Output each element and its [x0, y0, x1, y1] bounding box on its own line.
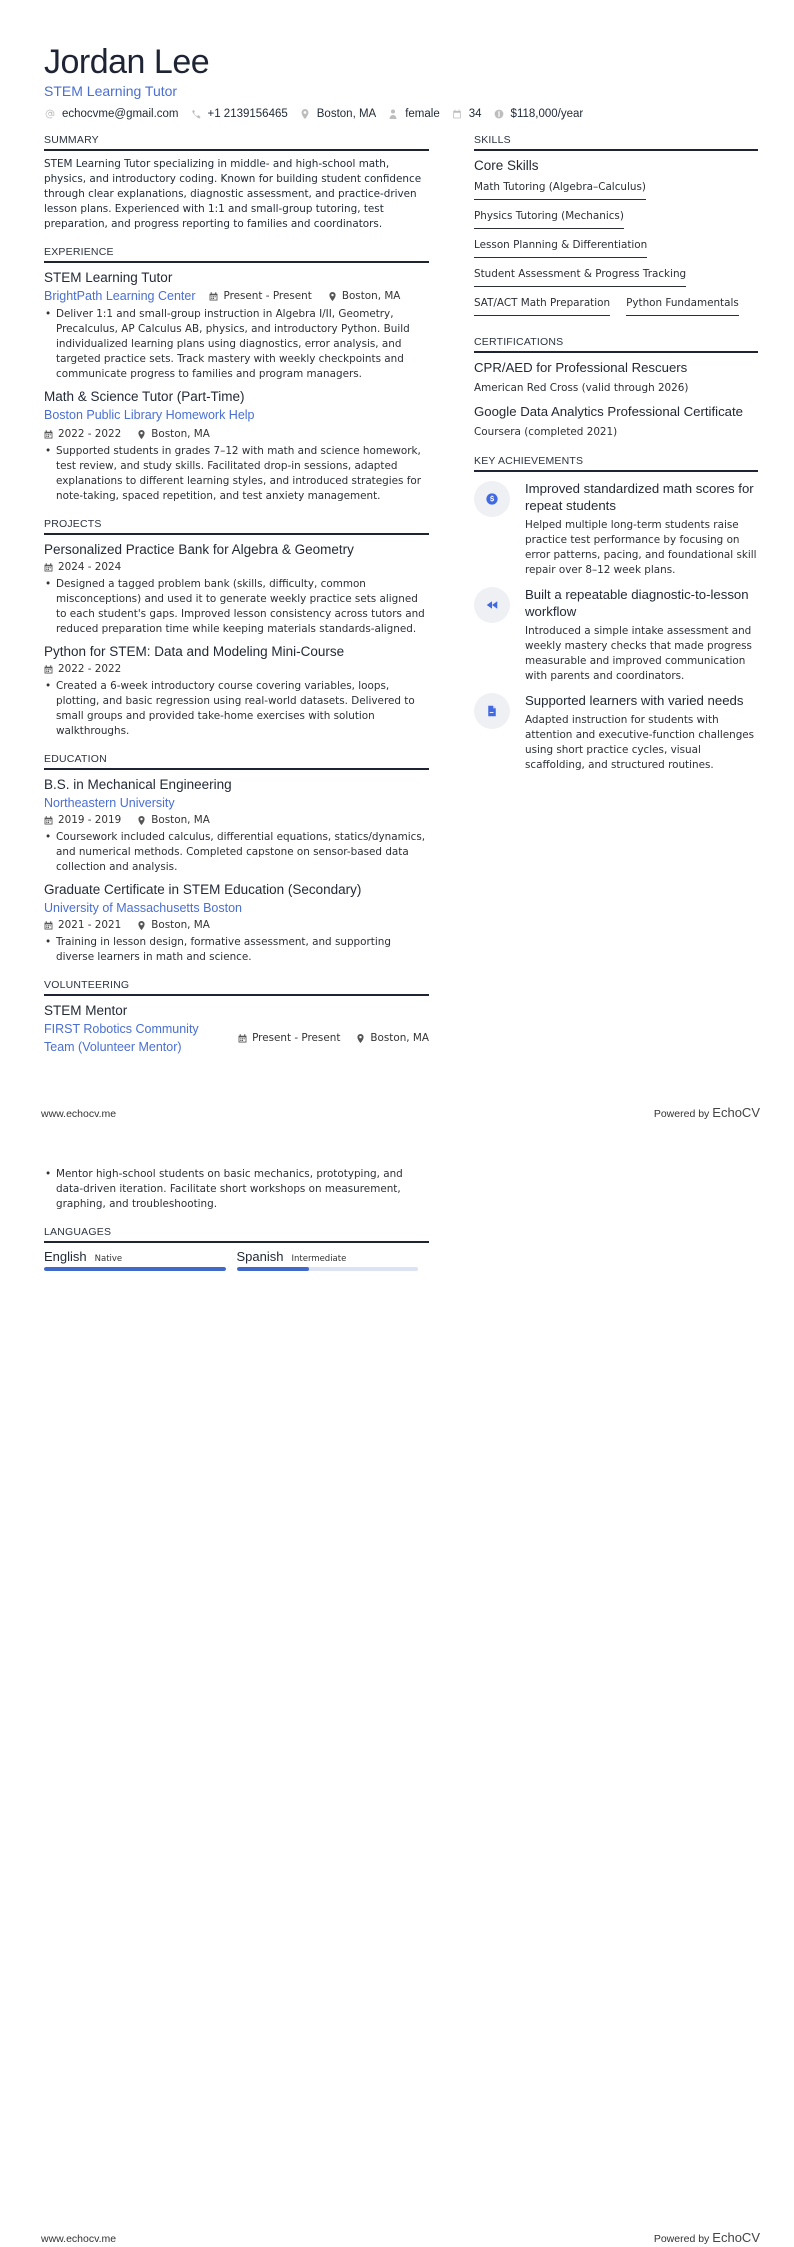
section-title: EXPERIENCE	[44, 246, 429, 263]
bullet-item: • Training in lesson design, formative assessment, and supporting diverse learners in math and science.	[44, 935, 429, 965]
achievement-description: Introduced a simple intake assessment and weekly mastery checks that made progress measurable and improved communication with parents and coordinators.	[525, 625, 752, 682]
section-title: PROJECTS	[44, 518, 429, 535]
page-footer	[41, 1104, 760, 1122]
certifications-section	[474, 336, 758, 441]
company-name: Boston Public Library Homework Help	[44, 408, 255, 422]
language-name: English	[44, 1249, 87, 1264]
date-range: Present - Present	[209, 288, 311, 304]
section-title: LANGUAGES	[44, 1226, 429, 1243]
certification-title: CPR/AED for Professional Rescuers	[474, 360, 688, 375]
summary-section	[44, 134, 429, 232]
date-range: 2022 - 2022	[44, 426, 121, 442]
left-column	[44, 134, 429, 1070]
experience-entry	[44, 388, 429, 504]
language-head	[237, 1249, 419, 1264]
calendar-icon	[44, 665, 53, 674]
location-icon	[137, 921, 146, 930]
left-column	[44, 1165, 429, 1285]
brand-logo[interactable]: EchoCV	[712, 2230, 760, 2245]
candidate-name: Jordan Lee	[44, 43, 210, 81]
footer-site-link[interactable]: www.echocv.me	[41, 2233, 117, 2245]
skill-tag: Physics Tutoring (Mechanics)	[474, 206, 624, 229]
date-range: 2024 - 2024	[44, 559, 121, 575]
location: Boston, MA	[137, 812, 210, 828]
contact-phone[interactable]: +1 2139156465	[190, 108, 288, 120]
proficiency-bar	[44, 1267, 226, 1271]
location: Boston, MA	[137, 917, 210, 933]
bullet-item: • Designed a tagged problem bank (skills, difficulty, common misconceptions) and used it to generate weekly practice sets aligned to each student's gaps. Improved lesson consistency across tutors and reduced preparation time while keeping materials standards-aligned.	[44, 577, 429, 637]
brand-logo[interactable]: EchoCV	[712, 1105, 760, 1120]
achievement-item	[474, 480, 758, 578]
section-title: SKILLS	[474, 134, 758, 151]
certification-issuer: Coursera (completed 2021)	[474, 426, 618, 438]
skill-tag: Math Tutoring (Algebra–Calculus)	[474, 177, 646, 200]
achievement-title: Improved standardized math scores for repeat students	[525, 481, 754, 513]
contact-salary: $118,000/year	[493, 108, 584, 120]
achievement-description: Adapted instruction for students with attention and executive-function challenges using short practice cycles, visual scaffolding, and structured routines.	[525, 714, 755, 771]
language-level: Native	[94, 1254, 123, 1264]
skill-tag: Python Fundamentals	[626, 293, 739, 316]
location: Boston, MA	[137, 426, 210, 442]
section-title: CERTIFICATIONS	[474, 336, 758, 353]
skills-section	[474, 134, 758, 322]
language-name: Spanish	[236, 1249, 284, 1264]
degree-title: B.S. in Mechanical Engineering	[44, 777, 232, 792]
languages-section	[44, 1226, 429, 1271]
date-range: Present - Present	[238, 1030, 340, 1046]
dollar-icon	[474, 481, 510, 517]
section-title: SUMMARY	[44, 134, 429, 151]
section-title: EDUCATION	[44, 753, 429, 770]
proficiency-fill	[237, 1267, 310, 1271]
language-item	[237, 1249, 419, 1271]
achievement-body	[525, 480, 758, 578]
powered-by: Powered by EchoCV	[653, 1105, 760, 1120]
bullet-list	[44, 444, 429, 504]
certification-issuer: American Red Cross (valid through 2026)	[474, 382, 689, 394]
volunteer-org: FIRST Robotics Community Team (Volunteer Mentor)	[44, 1022, 199, 1054]
project-title: Python for STEM: Data and Modeling Mini-Course	[44, 644, 345, 659]
resume-page-1	[0, 0, 794, 1123]
phone-icon	[190, 108, 202, 120]
certification-entry	[474, 359, 758, 397]
location-icon	[137, 430, 146, 439]
location: Boston, MA	[356, 1030, 429, 1046]
language-list	[44, 1249, 429, 1271]
language-level: Intermediate	[291, 1254, 347, 1264]
contact-age: 34	[451, 108, 482, 120]
bullet-item: • Mentor high-school students on basic mechanics, prototyping, and data-driven iteration. Facilitate short workshops on measurement, graphing, and troubleshooting.	[44, 1167, 429, 1212]
section-title: VOLUNTEERING	[44, 979, 429, 996]
meta-row	[44, 426, 429, 442]
meta-row	[238, 1030, 429, 1046]
proficiency-bar	[237, 1267, 419, 1271]
school-name: University of Massachusetts Boston	[44, 901, 242, 915]
volunteering-section	[44, 979, 429, 1056]
bullet-list	[44, 830, 429, 875]
rewind-icon	[474, 587, 510, 623]
calendar-icon	[451, 108, 463, 120]
language-head	[44, 1249, 226, 1264]
location-icon	[328, 292, 337, 301]
location-icon	[137, 816, 146, 825]
company-name: BrightPath Learning Center	[44, 289, 196, 303]
location: Boston, MA	[328, 288, 401, 304]
volunteer-role: STEM Mentor	[44, 1003, 128, 1018]
experience-section	[44, 246, 429, 504]
powered-by: Powered by EchoCV	[653, 2230, 760, 2245]
calendar-icon	[44, 430, 53, 439]
meta-row	[44, 917, 429, 933]
contact-gender: female	[387, 108, 440, 120]
certification-entry	[474, 403, 758, 441]
project-entry	[44, 643, 429, 739]
education-entry	[44, 881, 429, 965]
skill-tag: SAT/ACT Math Preparation	[474, 293, 610, 316]
bullet-item: • Coursework included calculus, differential equations, statics/dynamics, and numerical methods. Completed capstone on sensor-based data collection and analysis.	[44, 830, 429, 875]
achievement-title: Supported learners with varied needs	[525, 693, 744, 708]
resume-page-2	[0, 1123, 794, 2246]
date-range: 2022 - 2022	[44, 661, 121, 677]
skill-group-title: Core Skills	[474, 158, 539, 173]
location-icon	[299, 108, 311, 120]
proficiency-fill	[44, 1267, 226, 1271]
page-footer	[41, 2229, 760, 2247]
project-entry	[44, 541, 429, 637]
achievement-description: Helped multiple long-term students raise practice test performance by focusing on error patterns, pacing, and foundational skill repair over 8–12 week plans.	[525, 519, 757, 576]
language-item	[44, 1249, 226, 1271]
date-range: 2021 - 2021	[44, 917, 121, 933]
education-entry	[44, 776, 429, 875]
bullet-list	[44, 679, 429, 739]
achievements-section	[474, 455, 758, 773]
user-icon	[387, 108, 399, 120]
achievement-body	[525, 692, 758, 773]
calendar-icon	[44, 816, 53, 825]
job-title: STEM Learning Tutor	[44, 270, 173, 285]
contact-email[interactable]: echocvme@gmail.com	[44, 108, 179, 120]
bullet-list	[44, 307, 429, 382]
location-icon	[356, 1034, 365, 1043]
meta-row	[44, 661, 429, 677]
job-title: Math & Science Tutor (Part-Time)	[44, 389, 245, 404]
degree-title: Graduate Certificate in STEM Education (Secondary)	[44, 882, 362, 897]
certification-title: Google Data Analytics Professional Certificate	[474, 404, 744, 419]
experience-entry	[44, 269, 429, 382]
project-title: Personalized Practice Bank for Algebra & Geometry	[44, 542, 354, 557]
achievement-title: Built a repeatable diagnostic-to-lesson workflow	[525, 587, 749, 619]
projects-section	[44, 518, 429, 739]
bullet-item: • Supported students in grades 7–12 with math and science homework, test review, and study skills. Facilitated drop-in sessions, adapted explanations to different learning styles, and introduced strategies for note-taking, spaced repetition, and test anxiety management.	[44, 444, 429, 504]
skill-list	[474, 177, 758, 322]
skill-tag: Student Assessment & Progress Tracking	[474, 264, 686, 287]
bullet-item: • Created a 6-week introductory course covering variables, loops, plotting, and basic regression using real-world datasets. Delivered to small groups and provided take-home exercises with solution walkthroughs.	[44, 679, 429, 739]
contact-row	[44, 108, 594, 120]
at-icon	[44, 108, 56, 120]
section-title: KEY ACHIEVEMENTS	[474, 455, 758, 472]
summary-text: STEM Learning Tutor specializing in middle- and high-school math, physics, and introductory coding. Known for building student confidence through clear explanations, diagnostic assessment, and practice-driven lesson plans. Experienced with 1:1 and small-group tutoring, test preparation, and progress reporting to families and coordinators.	[44, 158, 422, 230]
meta-row	[44, 812, 429, 828]
volunteering-entry	[44, 1002, 429, 1056]
education-section	[44, 753, 429, 965]
money-icon	[493, 108, 505, 120]
calendar-icon	[209, 292, 218, 301]
candidate-role: STEM Learning Tutor	[44, 83, 178, 99]
skill-tag: Lesson Planning & Differentiation	[474, 235, 647, 258]
school-name: Northeastern University	[44, 796, 175, 810]
org-row	[44, 1020, 429, 1056]
achievement-item	[474, 586, 758, 684]
bullet-list	[44, 1167, 429, 1212]
contact-location: Boston, MA	[299, 108, 376, 120]
meta-row	[44, 559, 429, 575]
calendar-icon	[44, 563, 53, 572]
bullet-list	[44, 935, 429, 965]
calendar-icon	[238, 1034, 247, 1043]
footer-site-link[interactable]: www.echocv.me	[41, 1108, 117, 1120]
resume-header	[44, 42, 594, 120]
right-column	[474, 134, 758, 787]
org-row	[44, 287, 429, 305]
calendar-icon	[44, 921, 53, 930]
bullet-item: • Deliver 1:1 and small-group instruction in Algebra I/II, Geometry, Precalculus, AP Calculus AB, physics, and introductory Python. Build individualized learning plans using diagnostics, error analysis, and targeted practice sets. Track mastery with weekly checkpoints and communicate progress to families and program managers.	[44, 307, 429, 382]
meta-row	[209, 288, 416, 304]
date-range: 2019 - 2019	[44, 812, 121, 828]
achievement-item	[474, 692, 758, 773]
achievement-body	[525, 586, 758, 684]
document-icon	[474, 693, 510, 729]
bullet-list	[44, 577, 429, 637]
